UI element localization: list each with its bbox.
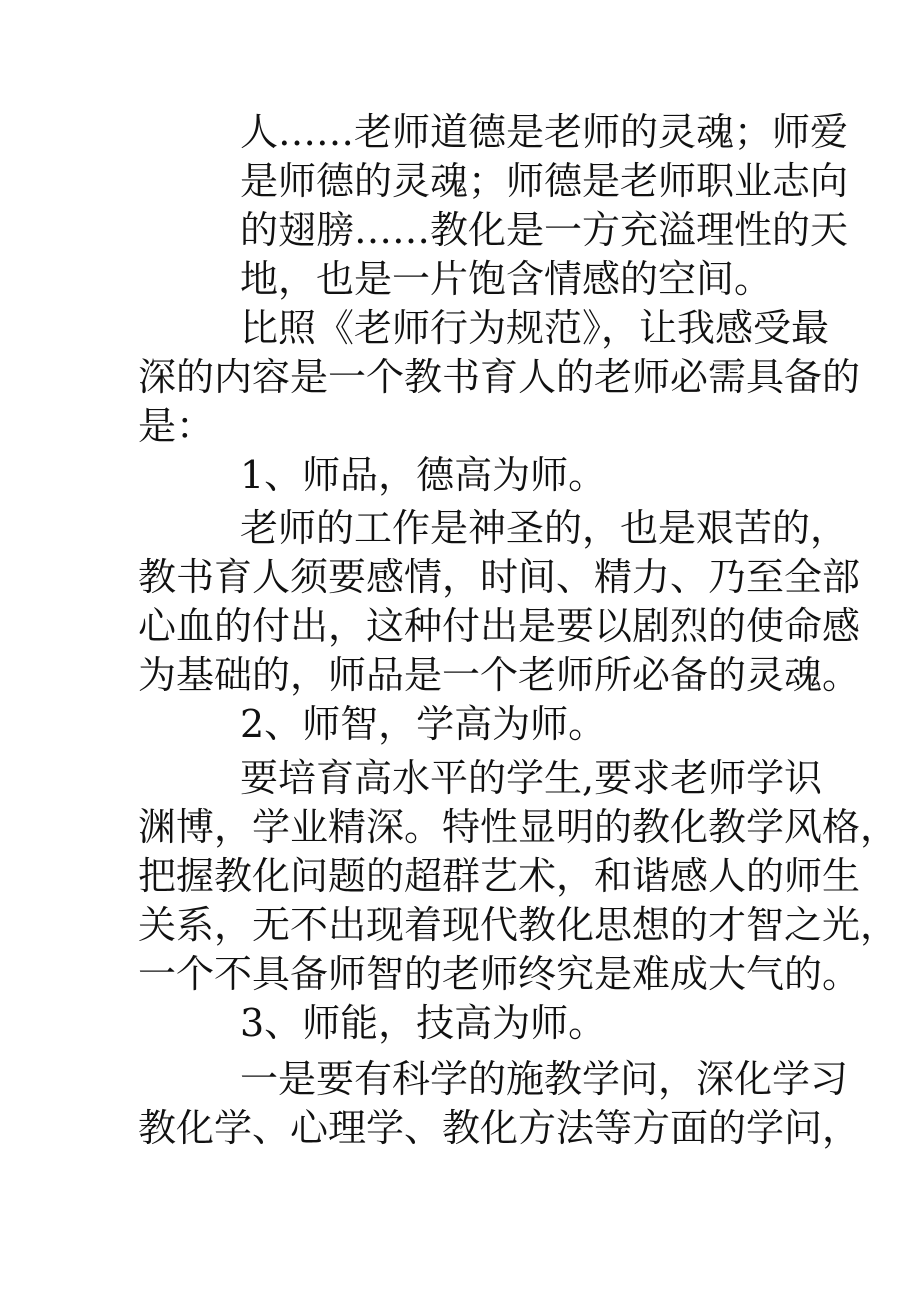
paragraph-first-line: 一是要有科学的施教学问，深化学习 (240, 1057, 849, 1101)
paragraph-first-line: 比照《老师行为规范》，让我感受最 (240, 306, 830, 350)
text-line: 是师德的灵魂；师德是老师职业志向 (240, 159, 849, 203)
text-line: 深的内容是一个教书育人的老师必需具备的 (138, 355, 861, 399)
section-heading: 2、师智，学高为师。 (240, 702, 607, 746)
text-line: 是： (138, 404, 215, 448)
text-line: 人……老师道德是老师的灵魂；师爱 (240, 110, 849, 154)
text-line: 把握教化问题的超群艺术，和谐感人的师生 (138, 854, 861, 898)
text-line: 为基础的，师品是一个老师所必备的灵魂。 (138, 653, 861, 697)
text-line: 教书育人须要感情，时间、精力、乃至全部 (138, 555, 861, 599)
section-heading: 1、师品，德高为师。 (240, 453, 607, 497)
text-line: 渊博，学业精深。特性显明的教化教学风格， (138, 805, 899, 849)
text-line: 心血的付出，这种付出是要以剧烈的使命感 (138, 604, 861, 648)
text-line: 地，也是一片饱含情感的空间。 (240, 257, 773, 301)
text-line: 关系，无不出现着现代教化思想的才智之光， (138, 903, 899, 947)
text-line: 的翅膀……教化是一方充溢理性的天 (240, 208, 849, 252)
section-heading: 3、师能，技高为师。 (240, 1001, 607, 1045)
text-line: 一个不具备师智的老师终究是难成大气的。 (138, 952, 861, 996)
paragraph-first-line: 老师的工作是神圣的，也是艰苦的， (240, 506, 849, 550)
text-line: 教化学、心理学、教化方法等方面的学问， (138, 1106, 861, 1150)
paragraph-first-line: 要培育高水平的学生,要求老师学识 (240, 756, 823, 800)
